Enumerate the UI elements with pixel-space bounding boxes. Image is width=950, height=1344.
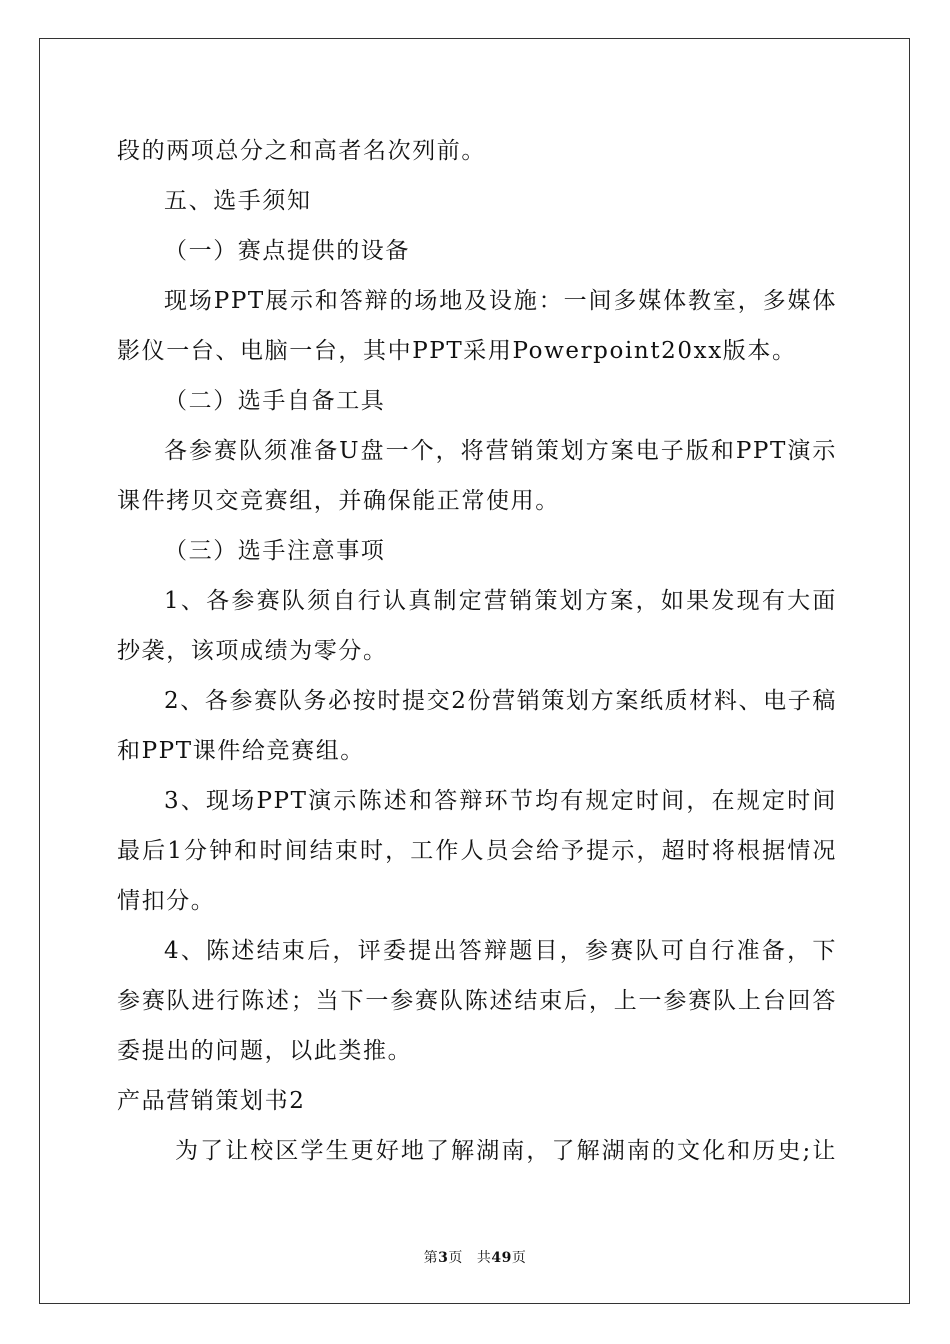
text-line: 为了让校区学生更好地了解湖南，了解湖南的文化和历史;让 bbox=[175, 1138, 837, 1164]
text-line: 和PPT课件给竞赛组。 bbox=[117, 738, 365, 764]
subsection-heading: （二）选手自备工具 bbox=[164, 388, 386, 414]
subsection-heading: （一）赛点提供的设备 bbox=[164, 238, 410, 264]
subsection-heading: （三）选手注意事项 bbox=[164, 538, 386, 564]
total-prefix: 共 bbox=[476, 1250, 492, 1266]
section-heading: 五、选手须知 bbox=[164, 188, 312, 214]
page-number: 3 bbox=[438, 1250, 449, 1266]
document-title: 产品营销策划书2 bbox=[117, 1088, 306, 1114]
page-prefix: 第 bbox=[423, 1250, 439, 1266]
text-line: 参赛队进行陈述；当下一参赛队陈述结束后，上一参赛队上台回答 bbox=[117, 988, 837, 1014]
text-line: 3、现场PPT演示陈述和答辩环节均有规定时间，在规定时间 bbox=[164, 788, 837, 814]
document-body bbox=[117, 126, 837, 1176]
text-line: 段的两项总分之和高者名次列前。 bbox=[117, 138, 486, 164]
total-suffix: 页 bbox=[511, 1250, 527, 1266]
text-line: 现场PPT展示和答辩的场地及设施：一间多媒体教室，多媒体 bbox=[164, 288, 837, 314]
text-line: 最后1分钟和时间结束时，工作人员会给予提示，超时将根据情况 bbox=[117, 838, 837, 864]
text-line: 情扣分。 bbox=[117, 888, 216, 914]
text-line: 2、各参赛队务必按时提交2份营销策划方案纸质材料、电子稿 bbox=[164, 688, 837, 714]
text-line: 4、陈述结束后，评委提出答辩题目，参赛队可自行准备，下 bbox=[164, 938, 837, 964]
total-pages: 49 bbox=[491, 1250, 512, 1266]
text-line: 各参赛队须准备U盘一个，将营销策划方案电子版和PPT演示 bbox=[164, 438, 837, 464]
page-footer bbox=[0, 1247, 950, 1267]
text-line: 课件拷贝交竞赛组，并确保能正常使用。 bbox=[117, 488, 560, 514]
text-line: 委提出的问题，以此类推。 bbox=[117, 1038, 413, 1064]
text-line: 抄袭，该项成绩为零分。 bbox=[117, 638, 388, 664]
text-line: 1、各参赛队须自行认真制定营销策划方案，如果发现有大面 bbox=[164, 588, 837, 614]
page-suffix: 页 bbox=[448, 1250, 463, 1266]
text-line: 影仪一台、电脑一台，其中PPT采用Powerpoint20xx版本。 bbox=[117, 338, 797, 364]
